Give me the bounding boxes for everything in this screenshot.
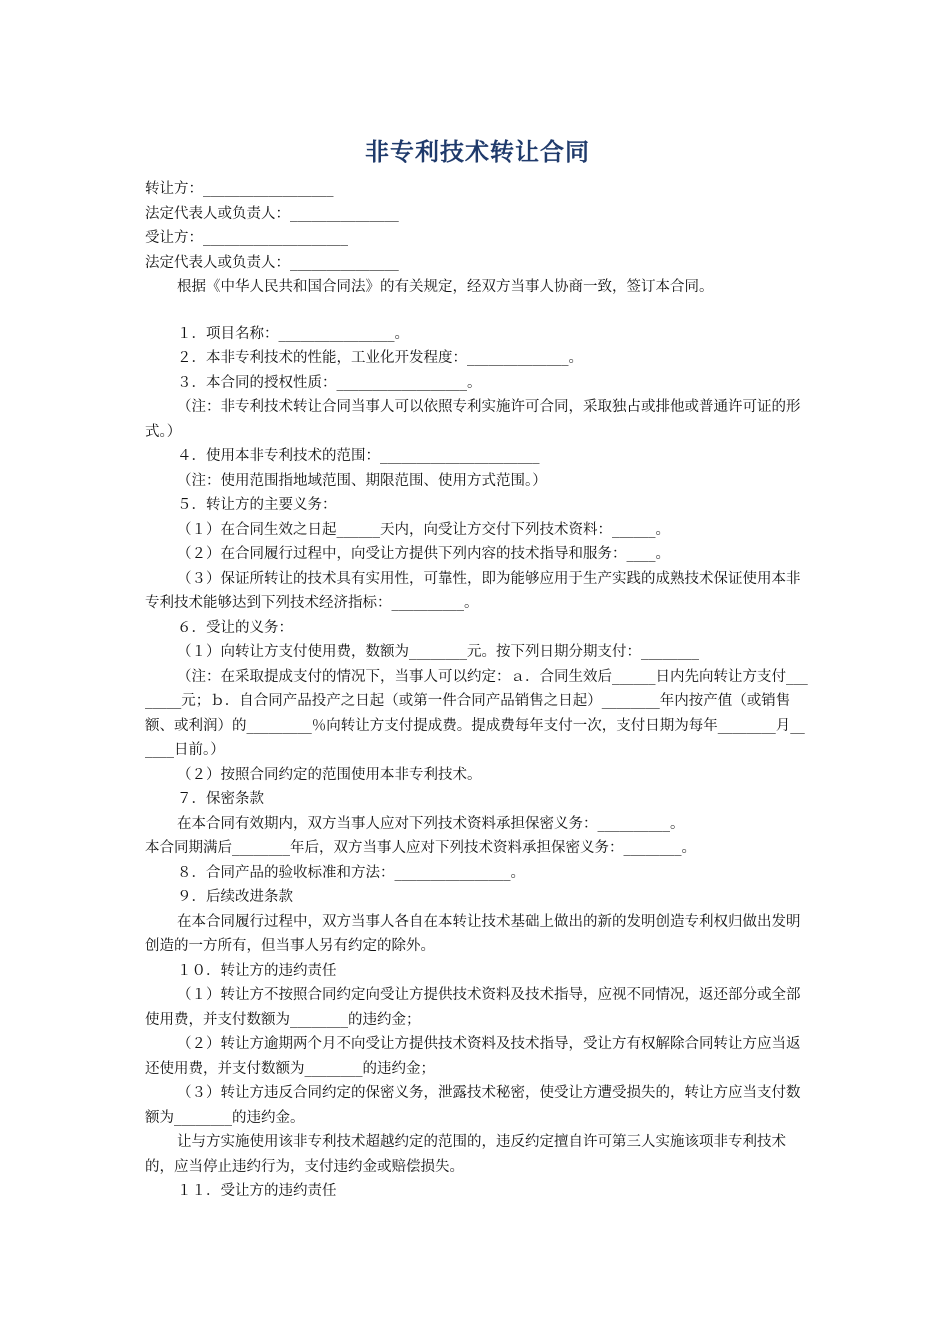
clause-6-1: （１）向转让方支付使用费，数额为________元。按下列日期分期支付：________ — [177, 644, 699, 660]
transferee-line: 受让方：____________________ — [145, 230, 348, 246]
clause-6-2: （２）按照合同约定的范围使用本非专利技术。 — [177, 766, 482, 783]
clause-9: ９．后续改进条款 — [177, 889, 293, 905]
clause-10: １０．转让方的违约责任 — [177, 962, 337, 979]
clause-5-3: （３）保证所转让的技术具有实用性，可靠性，即为能够应用于生产实践的成熟技术保证使用本非专利技术能够达到下列技术经济指标：__________。 — [145, 570, 801, 611]
clause-11: １１．受让方的违约责任 — [177, 1183, 337, 1199]
spacer — [145, 300, 810, 322]
clause-10-1: （１）转让方不按照合同约定向受让方提供技术资料及技术指导，应视不同情况，返还部分或全部使用费，并支付数额为________的违约金； — [145, 987, 801, 1028]
clause-7: ７．保密条款 — [177, 791, 264, 807]
transferee-representative-line: 法定代表人或负责人：_______________ — [145, 254, 399, 271]
clause-7-body-2: 本合同期满后________年后，双方当事人应对下列技术资料承担保密义务：________。 — [145, 840, 696, 856]
note-royalty: （注：在采取提成支付的情况下，当事人可以约定：ａ．合同生效后______日内先向转让方支付________元；ｂ．自合同产品投产之日起（或第一件合同产品销售之日起）________年内按产值（或销售额、或利润）的_________％向转让方支付提成费。提成费每年支付一次，支付日期为每年________月______日前。） — [145, 668, 808, 758]
note-scope: （注：使用范围指地域范围、期限范围、使用方式范围。） — [177, 472, 547, 489]
clause-6: ６．受让的义务： — [177, 619, 293, 636]
clause-9-body: 在本合同履行过程中，双方当事人各自在本转让技术基础上做出的新的发明创造专利权归做出发明创造的一方所有，但当事人另有约定的除外。 — [145, 913, 801, 954]
transferor-line: 转让方：__________________ — [145, 181, 334, 197]
clause-3: ３．本合同的授权性质：__________________。 — [177, 374, 482, 391]
clause-10-body: 让与方实施使用该非专利技术超越约定的范围的，违反约定擅自许可第三人实施该项非专利技术的，应当停止违约行为，支付违约金或赔偿损失。 — [145, 1134, 786, 1175]
clause-10-2: （２）转让方逾期两个月不向受让方提供技术资料及技术指导，受让方有权解除合同转让方应当返还使用费，并支付数额为________的违约金； — [145, 1036, 801, 1077]
preamble: 根据《中华人民共和国合同法》的有关规定，经双方当事人协商一致，签订本合同。 — [177, 279, 714, 295]
clause-10-3: （３）转让方违反合同约定的保密义务，泄露技术秘密，使受让方遭受损失的，转让方应当支付数额为________的违约金。 — [145, 1085, 801, 1126]
clause-5-2: （２）在合同履行过程中，向受让方提供下列内容的技术指导和服务：____。 — [177, 546, 670, 562]
clause-5-1: （１）在合同生效之日起______天内，向受让方交付下列技术资料：______。 — [177, 521, 670, 538]
clause-7-body-1: 在本合同有效期内，双方当事人应对下列技术资料承担保密义务：__________。 — [177, 815, 685, 832]
document-title: 非专利技术转让合同 — [365, 138, 590, 166]
clause-2: ２．本非专利技术的性能，工业化开发程度：______________。 — [177, 350, 583, 366]
transferor-representative-line: 法定代表人或负责人：_______________ — [145, 205, 399, 222]
clause-8: ８．合同产品的验收标准和方法：________________。 — [177, 864, 525, 881]
clause-4: ４．使用本非专利技术的范围：______________________ — [177, 448, 540, 464]
clause-5: ５．转让方的主要义务： — [177, 497, 337, 513]
note-license-type: （注：非专利技术转让合同当事人可以依照专利实施许可合同，采取独占或排他或普通许可证的形式。） — [145, 399, 801, 440]
clause-1: １．项目名称：________________。 — [177, 325, 409, 342]
